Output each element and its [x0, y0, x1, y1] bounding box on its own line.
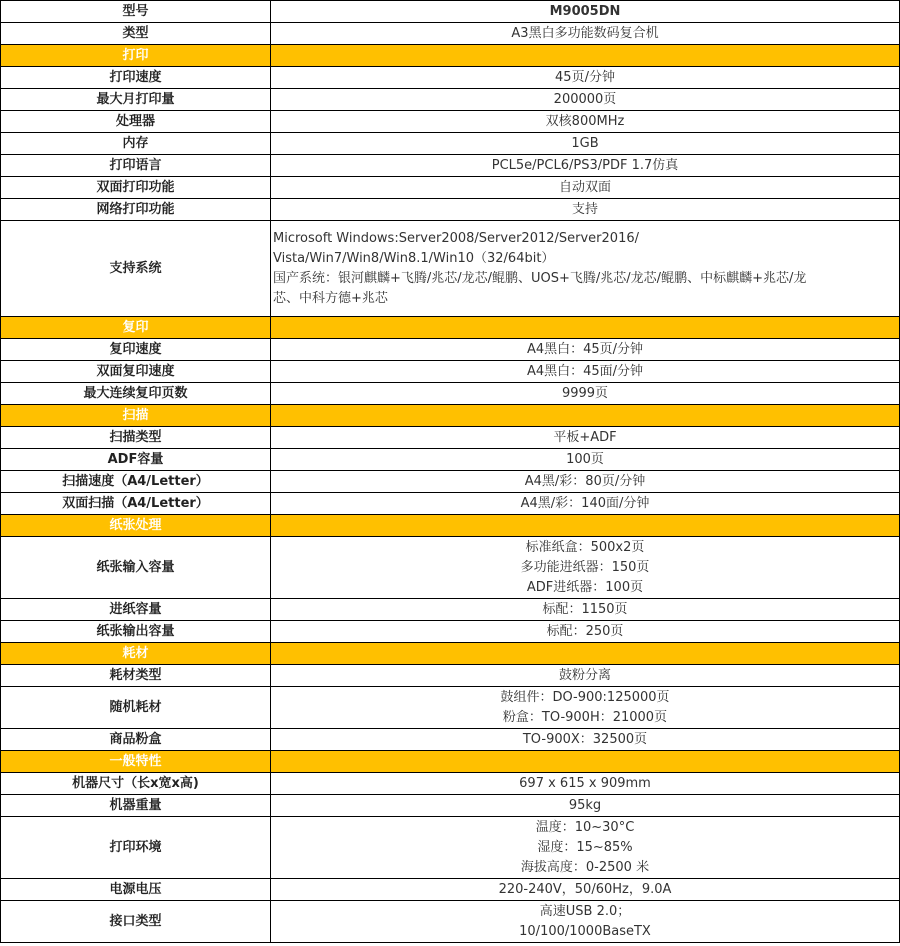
spec-value-line: 标准纸盒：500x2页: [525, 539, 645, 555]
spec-key: 处理器: [1, 111, 271, 133]
spec-key: 内存: [1, 133, 271, 155]
spec-row: [1, 67, 900, 89]
spec-value: [271, 471, 900, 493]
spec-value-line: Microsoft Windows:Server2008/Server2012/Server2016/: [273, 230, 639, 246]
spec-value: [271, 537, 900, 599]
spec-value: [271, 383, 900, 405]
spec-row: [1, 599, 900, 621]
spec-key: 最大连续复印页数: [1, 383, 271, 405]
spec-value-line: M9005DN: [549, 3, 621, 19]
spec-key: 支持系统: [1, 221, 271, 317]
spec-key: 型号: [1, 1, 271, 23]
spec-row: [1, 795, 900, 817]
spec-row: [1, 221, 900, 317]
section-header-row: [1, 751, 900, 773]
spec-value: [271, 1, 900, 23]
spec-value: [271, 23, 900, 45]
spec-row: [1, 621, 900, 643]
section-title: 一般特性: [1, 751, 271, 773]
spec-value-line: 45页/分钟: [555, 69, 615, 85]
spec-value-line: 双核800MHz: [545, 113, 625, 129]
spec-value-line: 自动双面: [558, 179, 611, 195]
spec-row: [1, 665, 900, 687]
spec-value-line: 鼓粉分离: [558, 667, 611, 683]
spec-value-line: 芯、中科方德+兆芯: [273, 290, 388, 306]
spec-key: 电源电压: [1, 879, 271, 901]
spec-value-line: A4黑白：45页/分钟: [526, 341, 644, 357]
spec-key: 耗材类型: [1, 665, 271, 687]
spec-key: 复印速度: [1, 339, 271, 361]
spec-key: 机器重量: [1, 795, 271, 817]
spec-value-line: 粉盒：TO-900H：21000页: [502, 709, 668, 725]
spec-key: 打印环境: [1, 817, 271, 879]
spec-row: [1, 537, 900, 599]
spec-value: [271, 687, 900, 729]
spec-value-line: PCL5e/PCL6/PS3/PDF 1.7仿真: [491, 157, 679, 173]
spec-value-line: 湿度：15~85%: [537, 839, 633, 855]
spec-value: [271, 493, 900, 515]
spec-key: 接口类型: [1, 901, 271, 943]
section-filler: [271, 45, 900, 67]
section-header-row: [1, 515, 900, 537]
spec-value-line: 高速USB 2.0；: [539, 903, 631, 919]
spec-key: 扫描类型: [1, 427, 271, 449]
spec-key: 商品粉盒: [1, 729, 271, 751]
section-filler: [271, 317, 900, 339]
spec-value: [271, 361, 900, 383]
spec-value-line: 9999页: [561, 385, 609, 401]
spec-value: [271, 879, 900, 901]
spec-key: 扫描速度（A4/Letter）: [1, 471, 271, 493]
spec-key: 打印语言: [1, 155, 271, 177]
spec-value: [271, 817, 900, 879]
spec-value: [271, 621, 900, 643]
spec-value-line: 200000页: [553, 91, 617, 107]
spec-key: 随机耗材: [1, 687, 271, 729]
spec-value-line: 100页: [566, 451, 604, 467]
spec-value: [271, 599, 900, 621]
spec-row: [1, 493, 900, 515]
spec-key: 双面扫描（A4/Letter）: [1, 493, 271, 515]
spec-value: [271, 199, 900, 221]
spec-row: [1, 879, 900, 901]
spec-value-line: Vista/Win7/Win8/Win8.1/Win10（32/64bit）: [273, 250, 555, 266]
spec-value-line: 平板+ADF: [553, 429, 617, 445]
spec-value: [271, 177, 900, 199]
spec-row: [1, 1, 900, 23]
spec-value-line: 国产系统：银河麒麟+飞腾/兆芯/龙芯/鲲鹏、UOS+飞腾/兆芯/龙芯/鲲鹏、中标麒麟+兆芯/龙: [273, 270, 807, 286]
spec-table-body: [1, 1, 900, 943]
spec-key: 网络打印功能: [1, 199, 271, 221]
spec-row: [1, 773, 900, 795]
spec-value: [271, 155, 900, 177]
section-title: 复印: [1, 317, 271, 339]
spec-key: 打印速度: [1, 67, 271, 89]
spec-value-line: 10/100/1000BaseTX: [519, 923, 651, 939]
spec-value-line: 鼓组件：DO-900:125000页: [500, 689, 670, 705]
spec-key: 进纸容量: [1, 599, 271, 621]
spec-key: 类型: [1, 23, 271, 45]
section-header-row: [1, 317, 900, 339]
spec-value: [271, 665, 900, 687]
spec-row: [1, 427, 900, 449]
spec-value-line: 95kg: [568, 797, 602, 813]
spec-value: [271, 339, 900, 361]
spec-value-line: 697 x 615 x 909mm: [519, 775, 651, 791]
spec-row: [1, 687, 900, 729]
spec-row: [1, 177, 900, 199]
spec-key: 最大月打印量: [1, 89, 271, 111]
spec-value-line: 220-240V，50/60Hz，9.0A: [498, 881, 672, 897]
spec-key: 纸张输出容量: [1, 621, 271, 643]
spec-value: [271, 773, 900, 795]
section-title: 扫描: [1, 405, 271, 427]
spec-value-line: A4黑/彩：80页/分钟: [524, 473, 646, 489]
spec-row: [1, 199, 900, 221]
spec-value: [271, 67, 900, 89]
spec-key: 纸张输入容量: [1, 537, 271, 599]
spec-value-line: 支持: [571, 201, 598, 217]
spec-row: [1, 449, 900, 471]
spec-value-line: 1GB: [571, 135, 599, 151]
spec-value: [271, 729, 900, 751]
spec-row: [1, 361, 900, 383]
spec-row: [1, 383, 900, 405]
section-header-row: [1, 45, 900, 67]
spec-key: ADF容量: [1, 449, 271, 471]
section-header-row: [1, 405, 900, 427]
spec-value: [271, 901, 900, 943]
spec-row: [1, 111, 900, 133]
spec-row: [1, 133, 900, 155]
spec-value-line: 温度：10~30°C: [535, 819, 635, 835]
spec-key: 机器尺寸（长x宽x高): [1, 773, 271, 795]
spec-value-line: A3黑白多功能数码复合机: [511, 25, 659, 41]
spec-value-line: A4黑/彩：140面/分钟: [520, 495, 650, 511]
spec-row: [1, 339, 900, 361]
spec-value-line: 标配：250页: [546, 623, 624, 639]
spec-row: [1, 817, 900, 879]
spec-value-line: TO-900X：32500页: [522, 731, 648, 747]
spec-value: [271, 89, 900, 111]
spec-key: 双面复印速度: [1, 361, 271, 383]
spec-value: [271, 449, 900, 471]
spec-key: 双面打印功能: [1, 177, 271, 199]
spec-value-line: ADF进纸器：100页: [526, 579, 644, 595]
spec-row: [1, 155, 900, 177]
section-filler: [271, 405, 900, 427]
spec-value: [271, 427, 900, 449]
spec-row: [1, 89, 900, 111]
section-title: 打印: [1, 45, 271, 67]
spec-row: [1, 471, 900, 493]
section-title: 纸张处理: [1, 515, 271, 537]
section-title: 耗材: [1, 643, 271, 665]
section-filler: [271, 515, 900, 537]
section-header-row: [1, 643, 900, 665]
spec-value: [271, 795, 900, 817]
section-filler: [271, 643, 900, 665]
spec-row: [1, 901, 900, 943]
spec-value-line: 多功能进纸器：150页: [520, 559, 650, 575]
spec-value-line: A4黑白：45面/分钟: [526, 363, 644, 379]
spec-value: [271, 221, 900, 317]
spec-value-line: 标配：1150页: [542, 601, 628, 617]
spec-value: [271, 133, 900, 155]
spec-value: [271, 111, 900, 133]
spec-row: [1, 729, 900, 751]
spec-row: [1, 23, 900, 45]
section-filler: [271, 751, 900, 773]
spec-value-line: 海拔高度：0-2500 米: [520, 859, 650, 875]
